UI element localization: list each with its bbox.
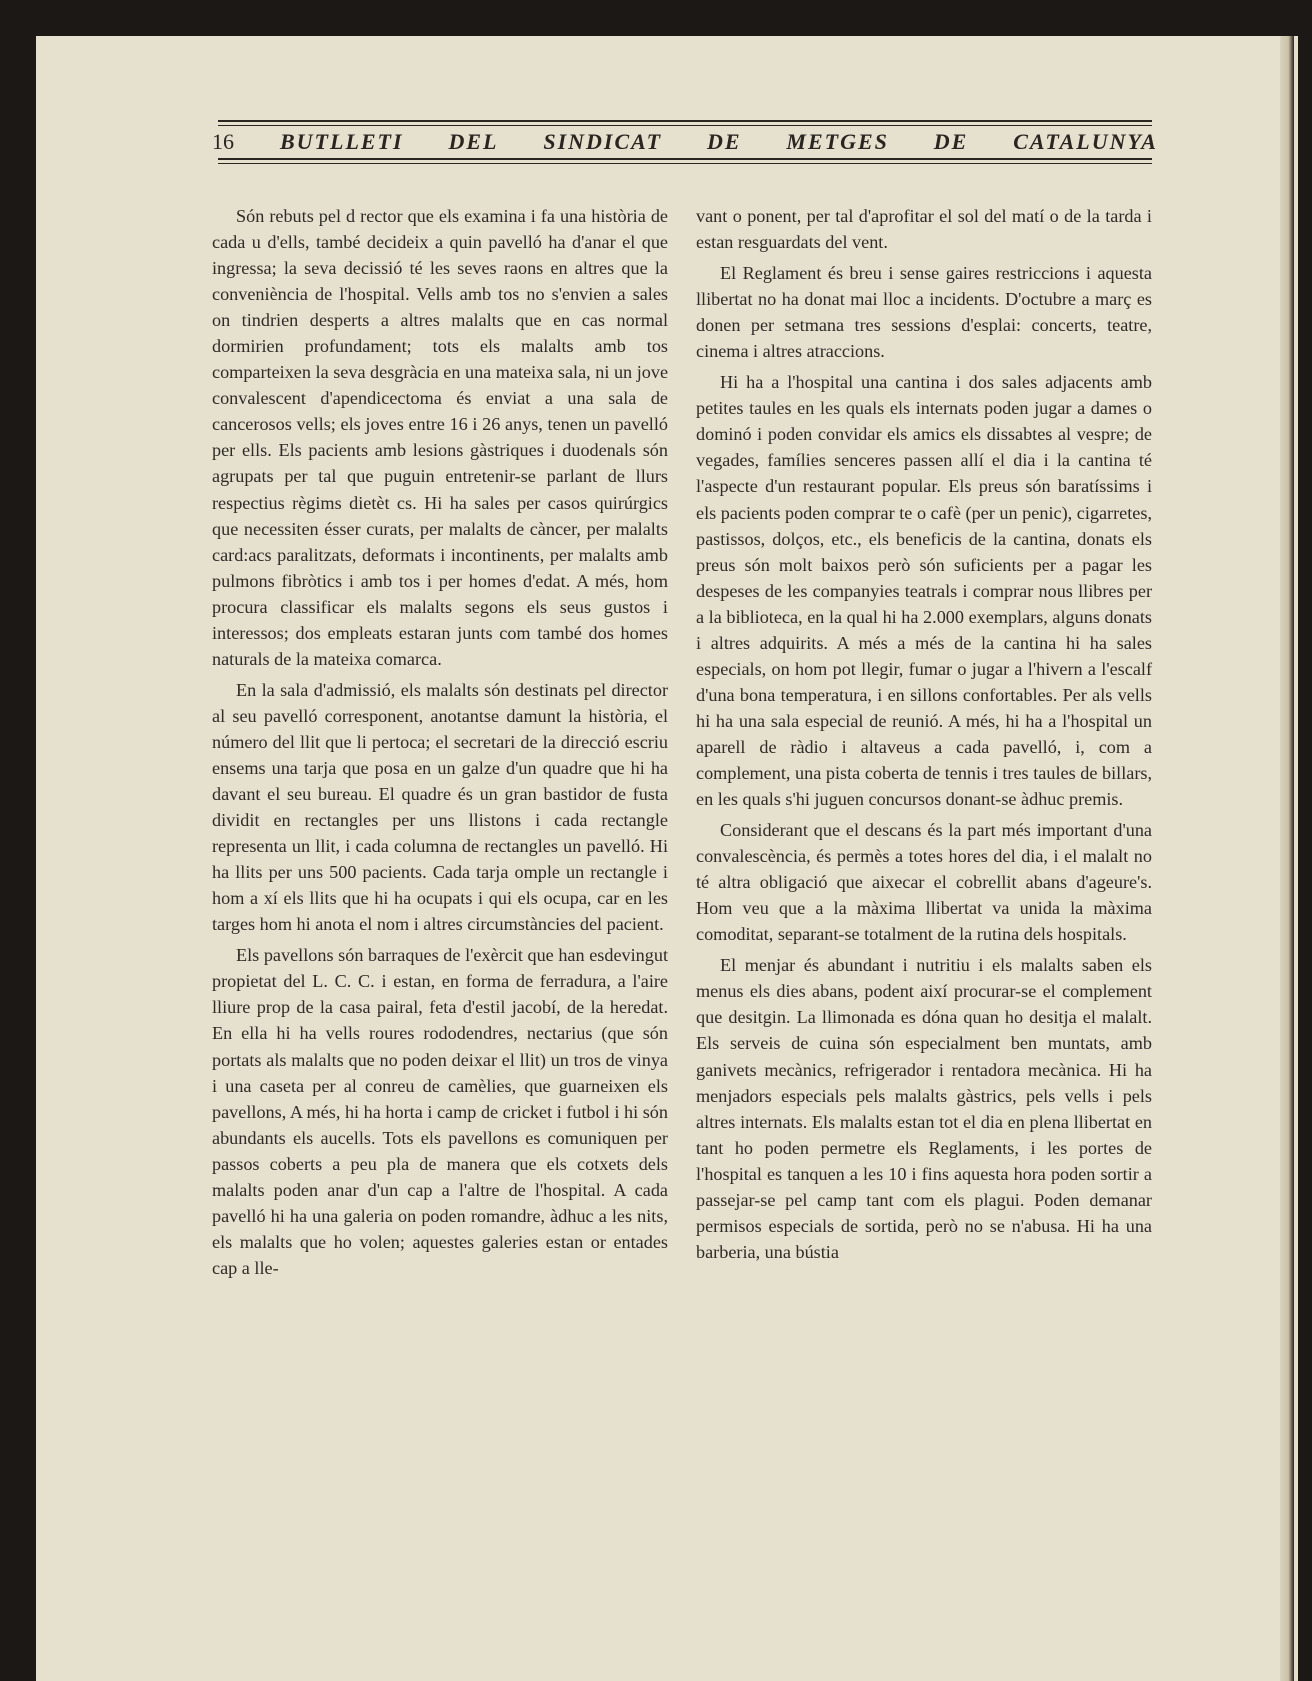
paragraph: Són rebuts pel d rector que els examina i fa una història de cada u d'ells, també decideix a quin pavelló ha d'anar el que ingressa; la seva decissió té les seves raons en altres que la conveniència de l'hospital. Vells amb tos no s'envien a sales on tindrien desperts a altres malalts que en cas normal dormirien profundament; tots els malalts amb tos comparteixen la seva desgràcia en una mateixa sala, ni un jove convalescent d'apendicectoma és enviat a una sala de cancerosos vells; els joves entre 16 i 26 anys, tenen un pavelló per ells. Els pacients amb lesions gàstriques i duodenals són agrupats per tal que puguin entretenir-se parlant de llurs respectius règims dietèt cs. Hi ha sales per casos quirúrgics que necessiten ésser curats, per malalts de càncer, per malalts card:acs paralitzats, deformats i incontinents, per malalts amb pulmons fibròtics i amb tos i per homes d'edat. A més, hom procura classificar els malalts segons els seus gustos i interessos; dos empleats estaran junts com també dos homes naturals de la mateixa comarca.: [212, 206, 669, 669]
title-word: DE: [706, 129, 742, 154]
header-rule-top-thin: [218, 125, 1152, 126]
left-column: [212, 203, 668, 1286]
header-rule-top: [218, 120, 1152, 122]
header-rule-bottom: [218, 158, 1152, 160]
journal-title: [252, 129, 1158, 155]
paragraph: En la sala d'admissió, els malalts són destinats pel director al seu pavelló corresponent, anotantse damunt la història, el número del llit que li pertoca; el secretari de la direcció escriu ensems una tarja que posa en un galze d'un quadre que hi ha davant el seu bureau. El quadre és un gran bastidor de fusta dividit en rectangles per uns llistons i cada rectangle representa un llit, i cada columna de rectangles un pavelló. Hi ha llits per uns 500 pacients. Cada tarja omple un rectangle i hom a xí els llits que hi ha ocupats i qui els ocupa, car en les targes hom hi anota el nom i altres circumstàncies del pacient.: [212, 679, 668, 935]
paragraph: El menjar és abundant i nutritiu i els malalts saben els menus els dies abans, podent així procurar-se el complement que desitgin. La llimonada es dóna quan ho desitja el malalt. Els serveis de cuina són especialment ben muntats, amb ganivets mecànics, refrigerador i rentadora mecànica. Hi ha menjadors especials pels malalts gàstrics, pels vells i pels altres internats. Els malalts estan tot el dia en plena llibertat en tant ho poden permetre els Reglaments, i les portes de l'hospital es tanquen a les 10 i fins aquesta hora poden sortir a passejar-se pel camp tant com els plagui. Poden demanar permisos especials de sortida, però no se n'abusa. Hi ha una barberia, una bústia: [696, 955, 1152, 1262]
title-word: CATALUNYA: [1013, 129, 1158, 154]
title-word: METGES: [786, 129, 889, 154]
running-header: [212, 128, 1158, 156]
page-number: 16: [212, 129, 234, 154]
title-word: DE: [933, 129, 969, 154]
paragraph: Hi ha a l'hospital una cantina i dos sales adjacents amb petites taules en les quals els internats poden jugar a dames o dominó i poden convidar els amics els dissabtes al vespre; de vegades, famílies senceres passen allí el dia i la cantina té l'aspecte d'un restaurant popular. Els preus són baratíssims i els pacients poden comprar te o cafè (per un penic), cigarretes, pastissos, dolços, etc., els beneficis de la cantina, donats els preus són molt baixos però són suficients per a pagar les despeses de les companyies teatrals i comprar nous llibres per a la biblioteca, en la qual hi ha 2.000 exemplars, alguns donats i altres adquirits. A més a més de la cantina hi ha sales especials, on hom pot llegir, fumar o jugar a l'hivern a l'escalf d'una bona temperatura, i en sillons confortables. Per als vells hi ha una sala especial de reunió. A més, hi ha a l'hospital un aparell de ràdio i altaveus a cada pavelló, i, com a complement, una pista coberta de tennis i tres taules de billars, en les quals s'hi juguen concursos donant-se àdhuc premis.: [696, 372, 1152, 810]
header-rule-bottom-thin: [218, 163, 1152, 164]
paragraph: Considerant que el descans és la part més important d'una convalescència, és permès a totes hores del dia, i el malalt no té altra obligació que aixecar el cobrellit abans d'ageure's. Hom veu que a la màxima llibertat va unida la màxima comoditat, separant-se totalment de la rutina dels hospitals.: [696, 820, 1152, 945]
page-edge: [1280, 36, 1294, 1681]
title-word: SINDICAT: [543, 129, 663, 154]
paragraph: Els pavellons són barraques de l'exèrcit que han esdevingut propietat del L. C. C. i estan, en forma de ferradura, a l'aire lliure prop de la casa pairal, feta d'estil jacobí, de la heredat. En ella hi ha vells roures rododendres, nectarius (que són portats als malalts que no poden deixar el llit) un tros de vinya i una caseta per al conreu de camèlies, que guarneixen els pavellons, A més, hi ha horta i camp de cricket i futbol i hi són abundants els aucells. Tots els pavellons es comuniquen per passos coberts a peu pla de manera que els cotxets dels malalts poden anar d'un cap a l'altre de l'hospital. A cada pavelló hi ha una galeria on poden romandre, àdhuc a les nits, els malalts que ho volen; aquestes galeries estan or entades cap a lle-: [212, 945, 668, 1278]
paragraph: vant o ponent, per tal d'aprofitar el sol del matí o de la tarda i estan resguardats del vent.: [696, 206, 1152, 253]
title-word: BUTLLETI: [280, 129, 404, 154]
paragraph: El Reglament és breu i sense gaires restriccions i aquesta llibertat no ha donat mai lloc a incidents. D'octubre a març es donen per setmana tres sessions d'esplai: concerts, teatre, cinema i altres atraccions.: [696, 263, 1152, 362]
right-column: [696, 203, 1152, 1270]
title-word: DEL: [448, 129, 499, 154]
